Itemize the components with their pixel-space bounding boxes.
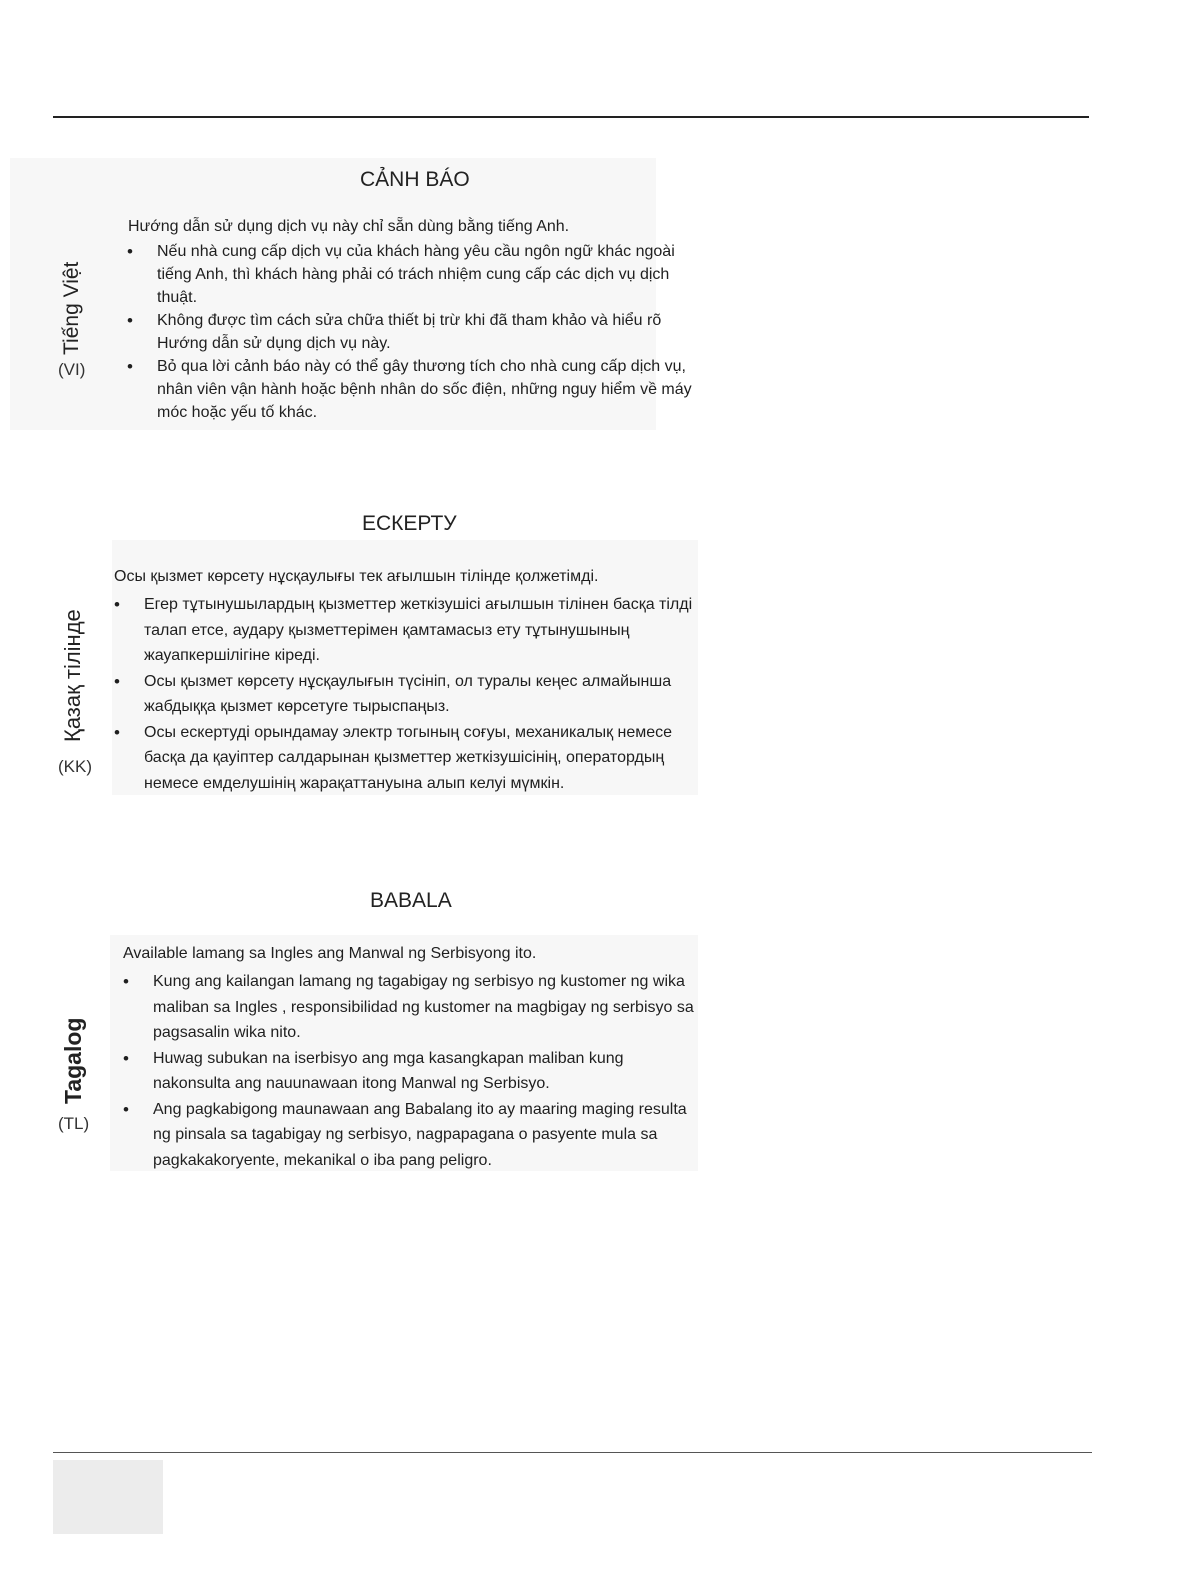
warning-intro: Hướng dẫn sử dụng dịch vụ này chỉ sẵn dùng bằng tiếng Anh. xyxy=(128,218,570,235)
warning-bullet: • Không được tìm cách sửa chữa thiết bị trừ khi đã tham khảo và hiểu rõ Hướng dẫn sử dụng dịch vụ này. xyxy=(127,309,702,355)
language-code: (TL) xyxy=(58,1114,90,1133)
warning-bullet-list xyxy=(127,240,702,424)
warning-heading: CẢNH BÁO xyxy=(360,168,470,191)
warning-bullet: • Nếu nhà cung cấp dịch vụ của khách hàng yêu cầu ngôn ngữ khác ngoài tiếng Anh, thì khách hàng phải có trách nhiệm cung cấp các dịch vụ dịch thuật. xyxy=(127,240,702,309)
warning-bullet: • Осы ескертуді орындамау электр тогының соғуы, механикалық немесе басқа да қауіптер салдарынан қызметтер жеткізушісінің, оператордың немесе емделушінің жарақаттануына алып келуі мүмкін. xyxy=(114,720,699,797)
footer-rule xyxy=(53,1452,1092,1453)
warning-bullet: • Ang pagkabigong maunawaan ang Babalang ito ay maaring maging resulta ng pinsala sa tagabigay ng serbisyo, nagpapagana o pasyente mula sa pagkakakoryente, mekanikal o iba pang peligro. xyxy=(123,1097,703,1174)
warning-bullet-list xyxy=(114,592,699,796)
warning-bullet-list xyxy=(123,969,703,1173)
warning-bullet: • Kung ang kailangan lamang ng tagabigay ng serbisyo ng kustomer ng wika maliban sa Ingles , responsibilidad ng kustomer na magbigay ng serbisyo sa pagsasalin wika nito. xyxy=(123,969,703,1046)
warning-bullet: • Bỏ qua lời cảnh báo này có thể gây thương tích cho nhà cung cấp dịch vụ, nhân viên vận hành hoặc bệnh nhân do sốc điện, những nguy hiểm về máy móc hoặc yếu tố khác. xyxy=(127,355,702,424)
language-label: Tagalog xyxy=(60,1017,86,1104)
page-number-box xyxy=(53,1460,163,1534)
language-label: Tiếng Việt xyxy=(60,261,83,355)
language-label: Қазақ тілінде xyxy=(60,609,85,742)
warning-bullet: • Егер тұтынушылардың қызметтер жеткізушісі ағылшын тілінен басқа тілді талап етсе, аудару қызметтерімен қамтамасыз ету тұтынушының жауапкершілігіне кіреді. xyxy=(114,592,699,669)
warning-heading: ЕСКЕРТУ xyxy=(362,512,457,535)
language-code: (KK) xyxy=(58,757,92,776)
language-code: (VI) xyxy=(58,360,86,379)
warning-bullet: • Осы қызмет көрсету нұсқаулығын түсініп, ол туралы кеңес алмайынша жабдыққа қызмет көрсетуге тырыспаңыз. xyxy=(114,669,699,720)
header-rule xyxy=(53,116,1089,118)
warning-intro: Available lamang sa Ingles ang Manwal ng Serbisyong ito. xyxy=(123,945,537,962)
warning-heading: BABALA xyxy=(370,889,452,912)
warning-intro: Осы қызмет көрсету нұсқаулығы тек ағылшын тілінде қолжетімді. xyxy=(114,568,599,585)
warning-bullet: • Huwag subukan na iserbisyo ang mga kasangkapan maliban kung nakonsulta ang nauunawaan itong Manwal ng Serbisyo. xyxy=(123,1046,703,1097)
